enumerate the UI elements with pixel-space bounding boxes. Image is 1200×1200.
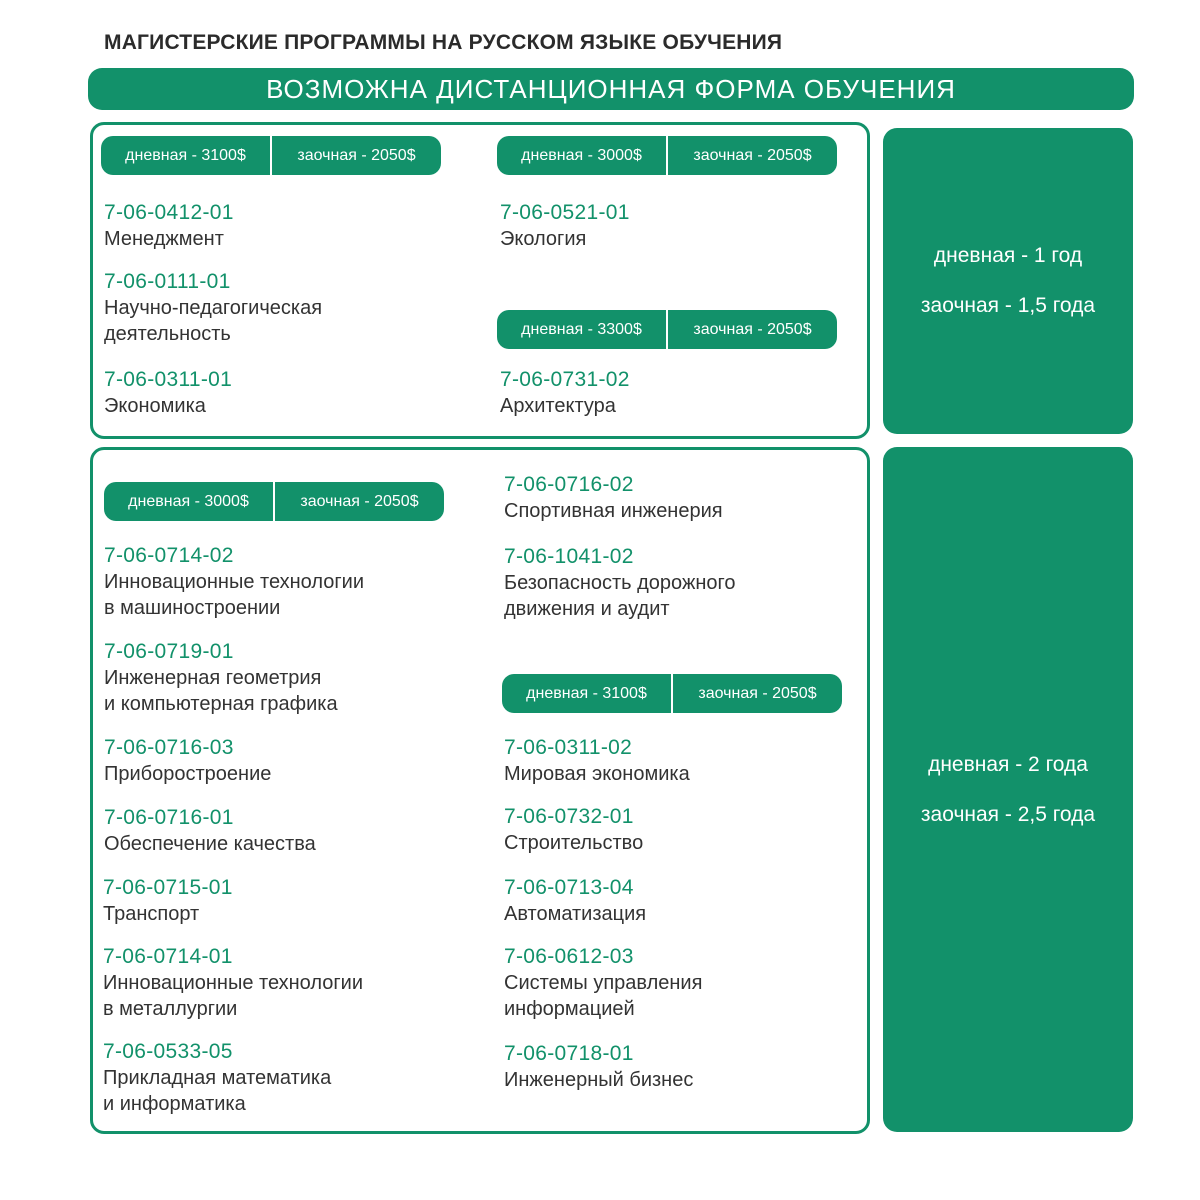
program-name: Транспорт xyxy=(103,903,200,925)
program-code: 7-06-0533-05 xyxy=(103,1040,233,1063)
program-item xyxy=(104,268,322,347)
price-day: дневная - 3000$ xyxy=(104,482,275,521)
program-code: 7-06-0716-02 xyxy=(504,473,634,496)
study-duration-1 xyxy=(883,128,1133,434)
program-item xyxy=(103,1038,331,1117)
program-item xyxy=(104,734,271,787)
price-day: дневная - 3000$ xyxy=(497,136,668,175)
price-extramural: заочная - 2050$ xyxy=(698,684,817,702)
program-code: 7-06-0111-01 xyxy=(104,270,231,293)
duration-extramural: заочная - 1,5 года xyxy=(920,294,1096,317)
price-badge xyxy=(497,136,837,175)
program-name: Системы управления информацией xyxy=(504,972,703,1020)
program-name: Безопасность дорожного движения и аудит xyxy=(504,572,736,620)
program-name: Экономика xyxy=(104,395,206,417)
program-item xyxy=(104,366,232,419)
program-name: Прикладная математика и информатика xyxy=(103,1067,332,1115)
price-extramural: заочная - 2050$ xyxy=(297,146,416,164)
program-item xyxy=(103,943,363,1022)
price-badge xyxy=(101,136,441,175)
program-item xyxy=(504,943,702,1022)
program-item xyxy=(504,874,646,927)
price-day: дневная - 3300$ xyxy=(497,310,668,349)
program-name: Научно-педагогическая деятельность xyxy=(104,297,323,345)
program-name: Строительство xyxy=(504,832,644,854)
price-extramural: заочная - 2050$ xyxy=(693,146,812,164)
program-name: Мировая экономика xyxy=(504,763,690,785)
distance-learning-banner: ВОЗМОЖНА ДИСТАНЦИОННАЯ ФОРМА ОБУЧЕНИЯ xyxy=(88,68,1134,110)
program-item xyxy=(103,874,233,927)
program-item xyxy=(104,199,234,252)
program-name: Архитектура xyxy=(500,395,616,417)
program-item xyxy=(500,366,630,419)
price-badge xyxy=(497,310,837,349)
program-code: 7-06-0732-01 xyxy=(504,805,634,828)
duration-extramural: заочная - 2,5 года xyxy=(920,802,1096,826)
price-extramural: заочная - 2050$ xyxy=(300,492,419,510)
program-name: Экология xyxy=(500,228,587,250)
program-item xyxy=(504,734,690,787)
program-item xyxy=(104,804,316,857)
program-name: Менеджмент xyxy=(104,228,224,250)
program-code: 7-06-0719-01 xyxy=(104,640,234,663)
program-code: 7-06-0311-02 xyxy=(504,736,633,759)
price-extramural: заочная - 2050$ xyxy=(693,320,812,338)
program-code: 7-06-0715-01 xyxy=(103,876,233,899)
program-name: Приборостроение xyxy=(104,763,272,785)
program-name: Автоматизация xyxy=(504,903,647,925)
program-name: Инженерная геометрия и компьютерная графика xyxy=(104,667,338,715)
program-code: 7-06-0311-01 xyxy=(104,368,233,391)
program-code: 7-06-0612-03 xyxy=(504,945,634,968)
program-code: 7-06-0714-01 xyxy=(103,945,233,968)
program-item xyxy=(504,471,723,524)
program-code: 7-06-0718-01 xyxy=(504,1042,634,1065)
program-code: 7-06-0412-01 xyxy=(104,201,234,224)
program-name: Обеспечение качества xyxy=(104,833,316,855)
program-item xyxy=(500,199,630,252)
page-title: МАГИСТЕРСКИЕ ПРОГРАММЫ НА РУССКОМ ЯЗЫКЕ ОБУЧЕНИЯ xyxy=(104,31,783,54)
program-code: 7-06-0716-01 xyxy=(104,806,234,829)
price-badge xyxy=(502,674,842,713)
price-day: дневная - 3100$ xyxy=(502,674,673,713)
program-item xyxy=(504,1040,693,1093)
program-code: 7-06-1041-02 xyxy=(504,545,634,568)
program-code: 7-06-0521-01 xyxy=(500,201,630,224)
program-name: Инновационные технологии в металлургии xyxy=(103,972,364,1020)
program-item xyxy=(104,542,364,621)
program-code: 7-06-0716-03 xyxy=(104,736,234,759)
program-name: Инженерный бизнес xyxy=(504,1069,694,1091)
price-badge xyxy=(104,482,444,521)
program-item xyxy=(504,803,643,856)
duration-day: дневная - 2 года xyxy=(928,752,1088,776)
duration-day: дневная - 1 год xyxy=(933,244,1083,267)
study-duration-2 xyxy=(883,447,1133,1132)
program-name: Спортивная инженерия xyxy=(504,500,723,522)
program-code: 7-06-0731-02 xyxy=(500,368,630,391)
program-item xyxy=(504,543,735,622)
program-code: 7-06-0714-02 xyxy=(104,544,234,567)
program-code: 7-06-0713-04 xyxy=(504,876,634,899)
price-day: дневная - 3100$ xyxy=(101,136,272,175)
program-name: Инновационные технологии в машиностроении xyxy=(104,571,365,619)
program-item xyxy=(104,638,338,717)
